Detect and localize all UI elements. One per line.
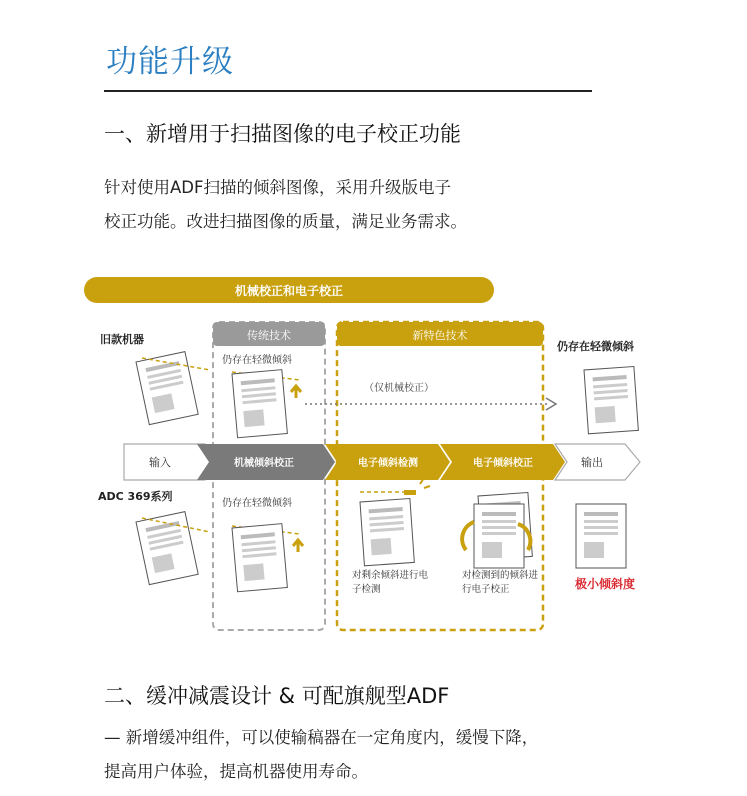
traditional-bottom-document <box>232 524 287 592</box>
page-title: 功能升级 <box>106 44 234 80</box>
section-1-line-2: 校正功能。改进扫描图像的质量，满足业务需求。 <box>104 212 467 231</box>
section-2-line-1: — 新增缓冲组件，可以使输稿器在一定角度内，缓慢下降， <box>104 728 539 747</box>
new-tech-header: 新特色技术 <box>412 329 468 342</box>
arrow-up-icon-2 <box>293 540 303 552</box>
still-tilted-top-label: 仍存在轻微倾斜 <box>222 355 292 366</box>
section-heading-2: 二、缓冲减震设计 & 可配旗舰型ADF <box>104 684 450 708</box>
section-2-line-2: 提高用户体验，提高机器使用寿命。 <box>104 762 368 781</box>
correct-caption-line-2: 行电子校正 <box>462 584 510 595</box>
flow-input-label: 输入 <box>149 456 171 469</box>
output-tilted-document <box>584 367 638 434</box>
arrow-up-icon <box>291 386 301 398</box>
still-tilted-bottom-label: 仍存在轻微倾斜 <box>222 498 292 509</box>
output-straight-document <box>576 504 626 568</box>
section-heading-1: 一、新增用于扫描图像的电子校正功能 <box>104 122 461 146</box>
new-input-document <box>136 512 198 585</box>
banner-label: 机械校正和电子校正 <box>234 284 344 298</box>
correction-diagram <box>0 270 747 640</box>
traditional-header: 传统技术 <box>247 329 291 342</box>
flow-correct-label: 电子倾斜校正 <box>473 458 533 469</box>
title-divider <box>104 90 592 92</box>
flow-mechanical-label: 机械倾斜校正 <box>234 458 294 469</box>
flow-output-label: 输出 <box>581 456 603 469</box>
correct-caption-line-1: 对检测到的倾斜进 <box>462 570 539 581</box>
rotate-left-icon <box>462 522 474 550</box>
section-1-line-1: 针对使用ADF扫描的倾斜图像，采用升级版电子 <box>104 178 451 197</box>
new-machine-label: ADC 369系列 <box>98 490 173 503</box>
traditional-top-document <box>232 370 287 438</box>
detect-caption-line-2: 子检测 <box>352 584 381 595</box>
old-machine-label: 旧款机器 <box>100 333 144 346</box>
dotted-arrow-icon <box>546 398 556 410</box>
correct-document-front <box>474 504 524 568</box>
old-input-document <box>136 352 198 425</box>
detect-caption-line-1: 对剩余倾斜进行电 <box>352 570 429 581</box>
still-tilted-output-label: 仍存在轻微倾斜 <box>557 340 634 353</box>
min-tilt-label: 极小倾斜度 <box>575 577 636 591</box>
detect-document <box>360 499 414 566</box>
mechanical-only-label: （仅机械校正） <box>364 383 434 394</box>
flow-detect-label: 电子倾斜检测 <box>358 458 418 469</box>
